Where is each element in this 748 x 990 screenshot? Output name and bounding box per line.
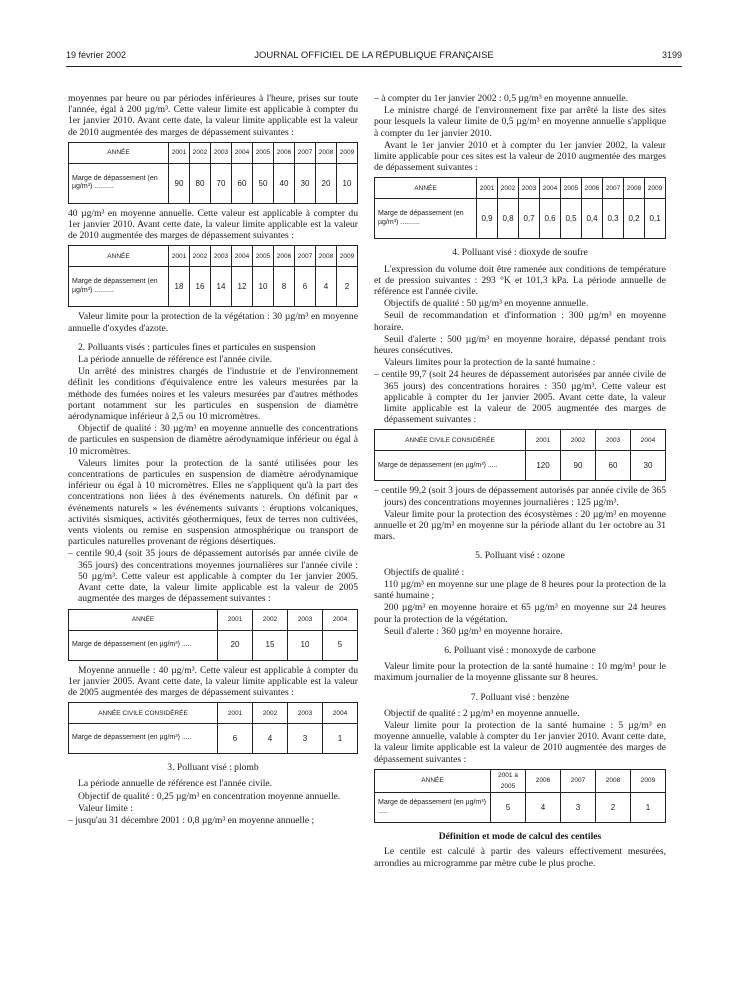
table-header-label: ANNÉE CIVILE CONSIDÉRÉE [375,430,526,451]
table-pm-daily [68,609,358,661]
header-rule [66,66,682,67]
table-cell-value: 4 [526,793,561,823]
paragraph: Valeur limite : [78,802,133,814]
table-header-year: 2007 [561,769,596,792]
table-header-year: 2001 [477,178,498,199]
table-header-year: 2001 [218,609,253,630]
table-cell-value: 2 [596,793,631,823]
table-header-year: 2008 [624,178,645,199]
paragraph: Valeur limite pour la protection de la santé humaine : 10 mg/m³ pour le maximum journalier de la moyenne glissante sur 8 heures. [374,661,666,684]
table-cell-value: 0,9 [477,199,498,239]
table-cell-value: 6 [218,724,253,754]
table-cell-value: 6 [295,267,316,307]
table-header-year: 2004 [540,178,561,199]
table-header-year: 2006 [274,246,295,267]
table-header-year: 2001 [526,430,561,451]
paragraph: Valeurs limites pour la protection de la santé humaine : [384,357,596,369]
table-header-year: 2002 [561,430,596,451]
paragraph: Valeur limite pour la protection des écosystèmes : 20 µg/m³ en moyenne annuelle et 20 µg/m³ en moyenne sur la période allant du 1er octobre au 31 mars. [374,508,666,543]
table-cell-value: 0,6 [540,199,561,239]
table-header-year: 2009 [337,142,358,163]
table-cell-value: 3 [561,793,596,823]
table-cell-value: 40 [274,163,295,203]
table-lead [374,177,666,239]
paragraph: Un arrêté des ministres chargés de l'industrie et de l'environnement définit les conditions d'équivalence entre les valeurs mesurées par la méthode des fumées noires et les valeurs mesurées par d'autres méthodes portant notamment sur les particules en suspension de diamètre aérodynamique inférieur à 2,5 ou 10 micromètres. [68,366,358,423]
table-header-year: 2006 [526,769,561,792]
table-header-year: 2004 [323,703,358,724]
header-date: 19 février 2002 [66,50,127,60]
paragraph: Objectifs de qualité : [384,566,465,578]
table-cell-value: 10 [253,267,274,307]
data-table [68,245,358,307]
table-cell-value: 20 [218,630,253,660]
paragraph: Le ministre chargé de l'environnement fixe par arrêté la liste des sites pour lesquels la valeur limite de 0,5 µg/m³ en moyenne annuelle s'applique à compter du 1er janvier 2010. [374,105,666,139]
table-cell-value: 16 [190,267,211,307]
table-cell-value: 50 [253,163,274,203]
table-cell-value: 60 [596,451,631,481]
table-header-year: 2008 [596,769,631,792]
table-cell-value: 60 [232,163,253,203]
table-header-label: ANNÉE [69,246,169,267]
table-cell-value: 4 [253,724,288,754]
table-cell-value: 20 [316,163,337,203]
paragraph: La période annuelle de référence est l'année civile. [78,354,273,366]
table-cell-value: 4 [316,267,337,307]
table-cell-value: 10 [337,163,358,203]
table-header-label: ANNÉE [375,769,491,792]
table-header-year: 2006 [582,178,603,199]
table-cell-value: 12 [232,267,253,307]
table-cell-value: 120 [526,451,561,481]
paragraph: Valeur limite pour la protection de la végétation : 30 µg/m³ en moyenne annuelle d'oxydes d'azote. [68,311,358,334]
paragraph: moyennes par heure ou par périodes inférieures à l'heure, prises sur toute l'année, égal à 200 µg/m³. Cette valeur limite est applicable à compter du 1er janvier 2010. Avant cette date, la valeur limite applicable est la valeur de 2010 augmentée des marges de dépassement suivantes : [68,93,358,138]
table-header-year: 2002 [253,703,288,724]
table-cell-value: 30 [295,163,316,203]
table-cell-value: 30 [631,451,666,481]
paragraph: Valeur limite pour la protection de la santé humaine : 5 µg/m³ en moyenne annuelle, valable à compter du 1er janvier 2010. Avant cette date, la valeur limite applicable est la valeur de 2010 augmentée des marges de dépassement suivantes : [374,719,666,765]
paragraph: Seuil de recommandation et d'information : 300 µg/m³ en moyenne horaire. [374,310,666,333]
paragraph: – centile 99,2 (soit 3 jours de dépassement autorisés par année civile de 365 jours) des concentrations moyennes journalières : 125 µg/m³. [374,485,666,508]
table-cell-value: 0,1 [645,199,666,239]
table-cell-value: 80 [190,163,211,203]
table-cell-value: 8 [274,267,295,307]
table-header-year: 2007 [295,142,316,163]
paragraph: – jusqu'au 31 décembre 2001 : 0,8 µg/m³ en moyenne annuelle ; [68,814,315,826]
section-heading-3: 3. Polluant visé : plomb [167,762,259,774]
page-header [66,50,682,64]
paragraph: 200 µg/m³ en moyenne horaire et 65 µg/m³ en moyenne sur 24 heures pour la protection de la végétation. [374,602,666,625]
data-table [68,609,358,661]
table-row-label: Marge de dépassement (en µg/m³) .......... [375,199,477,239]
table-cell-value: 10 [288,630,323,660]
table-header-year: 2005 [561,178,582,199]
table-header-year: 2001 à 2005 [491,769,526,792]
table-row-label: Marge de dépassement (en µg/m³) ..... [69,630,218,660]
paragraph: Avant le 1er janvier 2010 et à compter du 1er janvier 2002, la valeur limite applicable pour ces sites est la valeur de 2010 augmentée des marges de dépassement suivantes : [374,139,666,174]
table-header-label: ANNÉE [69,142,169,163]
table-header-year: 2007 [295,246,316,267]
header-title: JOURNAL OFFICIEL DE LA RÉPUBLIQUE FRANÇAISE [254,50,494,61]
table-header-year: 2001 [218,703,253,724]
table-header-year: 2009 [631,769,666,792]
table-header-year: 2004 [232,246,253,267]
table-header-year: 2003 [211,142,232,163]
paragraph: L'expression du volume doit être ramenée aux conditions de température et de pression suivantes : 293 °K et 101,3 kPa. La période annuelle de référence est l'année civile. [374,263,666,298]
table-header-year: 2004 [232,142,253,163]
paragraph: – centile 99,7 (soit 24 heures de dépassement autorisées par année civile de 365 jours) des concentrations horaires : 350 µg/m³. Cette valeur est applicable à compter du 1er janvier 2005. Avant cette date, la valeur limite applicable est la valeur de 2005 augmentée des marges de dépassement suivantes : [374,369,666,426]
table-cell-value: 0,2 [624,199,645,239]
paragraph: Objectifs de qualité : 50 µg/m³ en moyenne annuelle. [384,298,589,310]
section-heading-2: 2. Polluants visés : particules fines et particules en suspension [78,341,316,353]
data-table [68,702,358,754]
table-pm-annual [68,702,358,754]
table-header-year: 2004 [323,609,358,630]
table-cell-value: 0,8 [498,199,519,239]
header-page-number: 3199 [661,50,682,60]
table-header-label: ANNÉE CIVILE CONSIDÉRÉE [69,703,218,724]
table-header-year: 2005 [253,142,274,163]
table-cell-value: 2 [337,267,358,307]
table-header-year: 2008 [316,246,337,267]
section-heading-4: 4. Polluant visé : dioxyde de soufre [452,247,588,259]
table-cell-value: 18 [169,267,190,307]
paragraph: Valeurs limites pour la protection de la santé utilisées pour les concentrations de particules en suspension de diamètre aérodynamique inférieur ou égal à 10 micromètres. Elles ne s'appliquent qu'à la part des concentrations non liées à des événements naturels. On définit par « événements naturels » les événements suivants : éruptions volcaniques, activités sismiques, activités géothermiques, feux de terres non cultivées, vents violents ou remise en suspension atmosphérique ou transport de particules naturelles provenant de régions désertiques. [68,457,358,548]
data-table [374,429,666,481]
data-table [374,177,666,239]
paragraph: Objectif de qualité : 2 µg/m³ en moyenne annuelle. [384,707,580,719]
table-cell-value: 90 [561,451,596,481]
table-header-label: ANNÉE [69,609,218,630]
section-heading-6: 6. Polluant visé : monoxyde de carbone [444,644,596,656]
paragraph: Seuil d'alerte : 360 µg/m³ en moyenne horaire. [384,625,563,637]
table-header-year: 2009 [337,246,358,267]
table-header-year: 2002 [190,142,211,163]
paragraph: Objectif de qualité : 30 µg/m³ en moyenne annuelle des concentrations de particules en suspension de diamètre aérodynamique inférieur ou égal à 10 micromètres. [68,423,358,457]
table-row-label: Marge de dépassement (en µg/m³) ..... [375,793,491,823]
table-cell-value: 0,4 [582,199,603,239]
table-header-year: 2001 [169,142,190,163]
paragraph: 110 µg/m³ en moyenne sur une plage de 8 heures pour la protection de la santé humaine ; [374,578,666,602]
paragraph: Objectif de qualité : 0,25 µg/m³ en concentration moyenne annuelle. [78,790,341,802]
paragraph: 40 µg/m³ en moyenne annuelle. Cette valeur est applicable à compter du 1er janvier 2010. Avant cette date, la valeur limite applicable est la valeur de 2010 augmentée des marges de dépassement suivantes : [68,207,358,242]
paragraph: Seuil d'alerte : 500 µg/m³ en moyenne horaire, dépassé pendant trois heures consécutives. [374,333,666,357]
table-header-year: 2003 [288,703,323,724]
table-header-label: ANNÉE [375,178,477,199]
table-cell-value: 3 [288,724,323,754]
table-header-year: 2004 [631,430,666,451]
table-cell-value: 5 [491,793,526,823]
table-cell-value: 1 [323,724,358,754]
paragraph: – à compter du 1er janvier 2002 : 0,5 µg/m³ en moyenne annuelle. [374,93,629,104]
table-benzene [374,769,666,823]
section-heading-7: 7. Polluant visé : benzène [470,691,570,703]
table-cell-value: 15 [253,630,288,660]
right-column [374,93,666,870]
section-heading-5: 5. Polluant visé : ozone [475,550,565,562]
section-heading-centiles: Définition et mode de calcul des centiles [438,831,602,843]
table-cell-value: 0,3 [603,199,624,239]
table-header-year: 2003 [211,246,232,267]
table-header-year: 2001 [169,246,190,267]
data-table [374,769,666,823]
table-cell-value: 70 [211,163,232,203]
table-cell-value: 5 [323,630,358,660]
table-header-year: 2008 [316,142,337,163]
table-row-label: Marge de dépassement (en µg/m³) .......... [69,267,169,307]
table-row-label: Marge de dépassement (en µg/m³) .......... [69,163,169,203]
table-cell-value: 1 [631,793,666,823]
table-header-year: 2007 [603,178,624,199]
paragraph: – centile 90,4 (soit 35 jours de dépassement autorisés par année civile de 365 jours) des concentrations moyennes journalières sur l'année civile : 50 µg/m³. Cette valeur est applicable à compter du 1er janvier 2005. Avant cette date, la valeur limite applicable est la valeur de 2005 augmentée des marges de dépassement suivantes : [68,548,358,605]
table-cell-value: 90 [169,163,190,203]
paragraph: Le centile est calculé à partir des valeurs effectivement mesurées, arrondies au microgramme par mètre cube le plus proche. [374,846,666,869]
table-header-year: 2003 [519,178,540,199]
table-no2-hourly [68,142,358,204]
data-table [68,142,358,204]
table-header-year: 2009 [645,178,666,199]
table-row-label: Marge de dépassement (en µg/m³) ..... [69,724,218,754]
table-cell-value: 14 [211,267,232,307]
table-header-year: 2002 [190,246,211,267]
table-cell-value: 0,5 [561,199,582,239]
table-header-year: 2003 [288,609,323,630]
table-row-label: Marge de dépassement (en µg/m³) ..... [375,451,526,481]
paragraph: La période annuelle de référence est l'année civile. [78,778,273,790]
table-header-year: 2005 [253,246,274,267]
table-header-year: 2002 [498,178,519,199]
table-header-year: 2006 [274,142,295,163]
table-so2-hourly [374,429,666,481]
paragraph: Moyenne annuelle : 40 µg/m³. Cette valeur est applicable à compter du 1er janvier 2005. Avant cette date, la valeur limite applicable est la valeur de 2005 augmentée des marges de dépassement suivantes : [68,664,358,698]
left-column [68,93,358,827]
table-cell-value: 0,7 [519,199,540,239]
table-header-year: 2002 [253,609,288,630]
table-header-year: 2003 [596,430,631,451]
table-no2-annual [68,245,358,307]
